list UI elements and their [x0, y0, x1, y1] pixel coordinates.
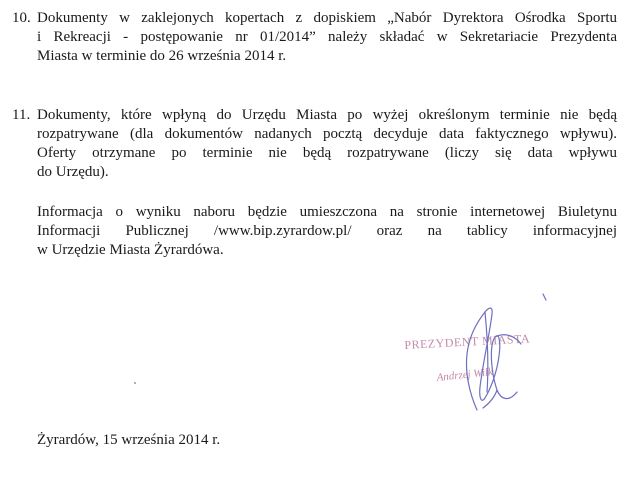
place-date: Żyrardów, 15 września 2014 r.: [37, 432, 221, 448]
item-11-line: do Urzędu).: [37, 164, 109, 180]
item-10-number: 10.: [12, 10, 31, 26]
info-paragraph: [37, 203, 617, 260]
stamp-name: Andrzej Wilk: [436, 366, 494, 384]
stray-mark: [134, 382, 136, 384]
item-10: [12, 9, 617, 66]
item-10-line: Miasta w terminie do 26 września 2014 r.: [37, 48, 287, 64]
item-11-line: Oferty otrzymane po terminie nie będą rozpatrywane (liczy się data wpływu: [37, 145, 617, 161]
item-11-line: Dokumenty, które wpłyną do Urzędu Miasta po wyżej określonym terminie nie będą: [37, 107, 617, 123]
item-10-line: i Rekreacji - postępowanie nr 01/2014” należy składać w Sekretariacie Prezydenta: [37, 29, 617, 45]
info-line: Informacja o wyniku naboru będzie umieszczona na stronie internetowej Biuletynu: [37, 204, 617, 220]
item-10-line: Dokumenty w zaklejonych kopertach z dopiskiem „Nabór Dyrektora Ośrodka Sportu: [37, 10, 617, 26]
item-11: [12, 106, 617, 182]
info-line: Informacji Publicznej /www.bip.zyrardow.pl/ oraz na tablicy informacyjnej: [37, 223, 617, 239]
stamp-title: PREZYDENT MIASTA: [404, 331, 531, 352]
info-line: w Urzędzie Miasta Żyrardówa.: [37, 242, 224, 258]
handwritten-signature: [425, 292, 555, 417]
item-11-number: 11.: [12, 107, 31, 123]
item-11-line: rozpatrywane (dla dokumentów nadanych pocztą decyduje data faktycznego wpływu).: [37, 126, 617, 142]
